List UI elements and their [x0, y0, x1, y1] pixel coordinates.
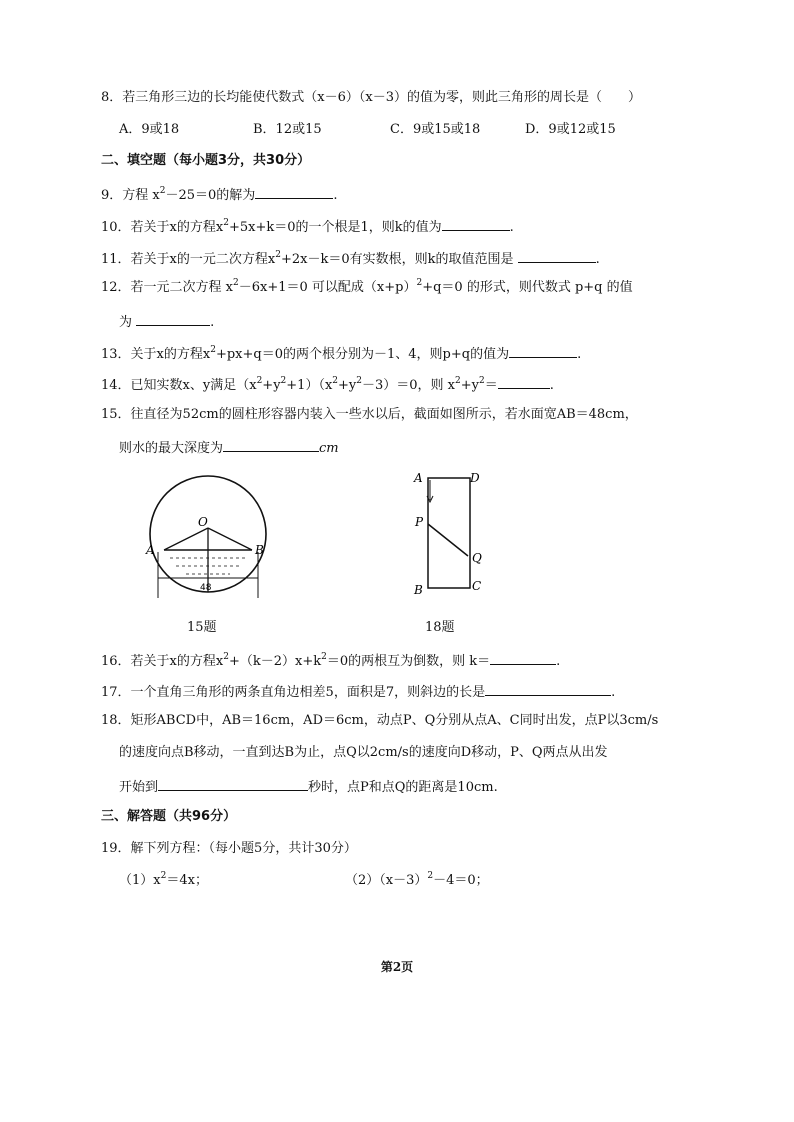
- figure-15-circle-diagram: [140, 466, 280, 606]
- width-label: 48: [200, 583, 212, 593]
- question-19-part-1: $(1)x^2=4x$；: [119, 871, 208, 888]
- question-16: 16．若关于x的方程$x^2+(k-2)x+k^2=0$的两根互为倒数，则 k＝ .: [101, 652, 561, 669]
- label-A: A: [414, 471, 423, 485]
- question-18-line-2: 的速度向点B移动，一直到达B为止，点Q以2cm/s的速度向D移动，P、Q两点从出发: [119, 745, 608, 760]
- page-number: 第2页: [380, 960, 414, 974]
- figure-18-rectangle-diagram: [410, 466, 490, 596]
- label-O: O: [198, 515, 208, 529]
- question-15-line-2: 则水的最大深度为 cm: [119, 437, 339, 458]
- q8-stem: 8．若三角形三边的长均能使代数式（x－6）（x－3）的值为零，则此三角形的周长是（ ）: [101, 90, 641, 105]
- question-15-line-1: 15．往直径为52cm的圆柱形容器内装入一些水以后，截面如图所示，若水面宽AB＝48cm，: [101, 407, 638, 422]
- label-Q: Q: [472, 551, 482, 565]
- question-13: 13．关于x的方程$x^2+px+q=0$的两个根分别为－1、4，则p+q的值为 .: [101, 345, 582, 362]
- figure-15-caption: 15题: [187, 620, 217, 635]
- answer-blank[interactable]: [223, 437, 319, 452]
- question-19-stem: 19．解下列方程：（每小题5分，共计30分）: [101, 841, 357, 856]
- question-11: 11．若关于x的一元二次方程$x^2+2x-k=0$有实数根，则k的取值范围是 .: [101, 250, 600, 267]
- label-A: A: [146, 543, 155, 557]
- label-B: B: [255, 543, 264, 557]
- q8-option-a: A．9或18: [119, 122, 180, 137]
- label-C: C: [472, 579, 482, 593]
- question-12-line-2: 为 .: [119, 311, 214, 332]
- label-P: P: [415, 515, 424, 529]
- label-D: D: [470, 471, 480, 485]
- question-19-part-2: $(2)(x-3)^2-4=0$；: [345, 871, 489, 888]
- answer-blank[interactable]: [498, 374, 550, 389]
- section-solve-heading: 三、解答题（共96分）: [101, 809, 237, 824]
- answer-blank[interactable]: [158, 776, 308, 791]
- figure-18-caption: 18题: [425, 620, 455, 635]
- question-18-line-1: 18．矩形ABCD中，AB＝16cm，AD＝6cm，动点P、Q分别从点A、C同时出发，点P以3cm/s: [101, 713, 659, 728]
- answer-blank[interactable]: [490, 650, 556, 665]
- answer-blank[interactable]: [442, 216, 510, 231]
- q8-option-b: B．12或15: [253, 122, 322, 137]
- answer-blank[interactable]: [509, 343, 577, 358]
- answer-blank[interactable]: [485, 681, 611, 696]
- answer-blank[interactable]: [136, 311, 210, 326]
- answer-blank[interactable]: [255, 184, 333, 199]
- question-10: 10．若关于x的方程$x^2+5x+k=0$的一个根是1，则k的值为 .: [101, 218, 514, 235]
- q8-option-c: C．9或15或18: [390, 122, 481, 137]
- question-18-line-3: 开始到 秒时，点P和点Q的距离是10cm.: [119, 776, 498, 797]
- question-17: 17．一个直角三角形的两条直角边相差5，面积是7，则斜边的长是 .: [101, 681, 615, 702]
- question-9: 9．方程 $x^2-25=0$的解为 .: [101, 186, 338, 203]
- label-B: B: [414, 583, 423, 596]
- q8-option-d: D．9或12或15: [525, 122, 616, 137]
- answer-blank[interactable]: [518, 248, 596, 263]
- question-14: 14．已知实数x、y满足$(x^2+y^2+1)(x^2+y^2-3)=0$，则 $x^2+y^2=$ .: [101, 376, 554, 393]
- section-fill-in-heading: 二、填空题（每小题3分，共30分）: [101, 153, 311, 168]
- question-12-line-1: 12．若一元二次方程 $x^2-6x+1=0$ 可以配成$(x+p)^2+q=0$ 的形式，则代数式 p+q 的值: [101, 278, 633, 295]
